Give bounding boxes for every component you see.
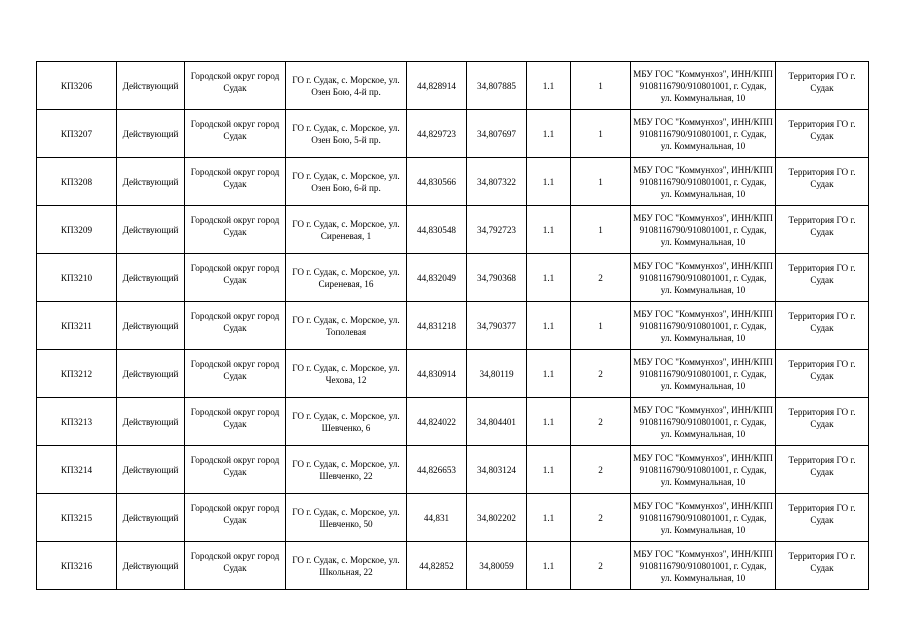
district-cell: Городской округ город Судак <box>185 110 286 158</box>
owner-cell: МБУ ГОС "Коммунхоз", ИНН/КПП 9108116790/910801001, г. Судак, ул. Коммунальная, 10 <box>631 542 776 590</box>
latitude-cell: 44,832049 <box>407 254 467 302</box>
longitude-cell: 34,80119 <box>467 350 527 398</box>
status-cell: Действующий <box>117 350 185 398</box>
district-cell: Городской округ город Судак <box>185 350 286 398</box>
status-cell: Действующий <box>117 446 185 494</box>
latitude-cell: 44,828914 <box>407 62 467 110</box>
address-cell: ГО г. Судак, с. Морское, ул. Озен Бою, 4-й пр. <box>286 62 407 110</box>
point-code-cell: КП3216 <box>37 542 117 590</box>
table-row <box>37 398 869 446</box>
owner-cell: МБУ ГОС "Коммунхоз", ИНН/КПП 9108116790/910801001, г. Судак, ул. Коммунальная, 10 <box>631 398 776 446</box>
longitude-cell: 34,807885 <box>467 62 527 110</box>
longitude-cell: 34,80059 <box>467 542 527 590</box>
owner-cell: МБУ ГОС "Коммунхоз", ИНН/КПП 9108116790/910801001, г. Судак, ул. Коммунальная, 10 <box>631 158 776 206</box>
container-count-cell: 1 <box>571 158 631 206</box>
district-cell: Городской округ город Судак <box>185 158 286 206</box>
container-count-cell: 1 <box>571 110 631 158</box>
container-count-cell: 1 <box>571 206 631 254</box>
district-cell: Городской округ город Судак <box>185 62 286 110</box>
container-count-cell: 2 <box>571 542 631 590</box>
territory-cell: Территория ГО г. Судак <box>776 302 869 350</box>
container-count-cell: 2 <box>571 350 631 398</box>
territory-cell: Территория ГО г. Судак <box>776 62 869 110</box>
status-cell: Действующий <box>117 542 185 590</box>
latitude-cell: 44,831218 <box>407 302 467 350</box>
status-cell: Действующий <box>117 158 185 206</box>
longitude-cell: 34,792723 <box>467 206 527 254</box>
territory-cell: Территория ГО г. Судак <box>776 542 869 590</box>
longitude-cell: 34,790377 <box>467 302 527 350</box>
longitude-cell: 34,802202 <box>467 494 527 542</box>
longitude-cell: 34,803124 <box>467 446 527 494</box>
address-cell: ГО г. Судак, с. Морское, ул. Шевченко, 6 <box>286 398 407 446</box>
territory-cell: Территория ГО г. Судак <box>776 254 869 302</box>
district-cell: Городской округ город Судак <box>185 494 286 542</box>
collection-points-table <box>36 61 869 590</box>
owner-cell: МБУ ГОС "Коммунхоз", ИНН/КПП 9108116790/910801001, г. Судак, ул. Коммунальная, 10 <box>631 494 776 542</box>
table-row <box>37 110 869 158</box>
point-code-cell: КП3212 <box>37 350 117 398</box>
point-code-cell: КП3207 <box>37 110 117 158</box>
longitude-cell: 34,790368 <box>467 254 527 302</box>
container-count-cell: 2 <box>571 494 631 542</box>
latitude-cell: 44,830914 <box>407 350 467 398</box>
longitude-cell: 34,804401 <box>467 398 527 446</box>
owner-cell: МБУ ГОС "Коммунхоз", ИНН/КПП 9108116790/910801001, г. Судак, ул. Коммунальная, 10 <box>631 302 776 350</box>
type-cell: 1.1 <box>527 158 571 206</box>
table-row <box>37 350 869 398</box>
owner-cell: МБУ ГОС "Коммунхоз", ИНН/КПП 9108116790/910801001, г. Судак, ул. Коммунальная, 10 <box>631 350 776 398</box>
district-cell: Городской округ город Судак <box>185 254 286 302</box>
type-cell: 1.1 <box>527 110 571 158</box>
owner-cell: МБУ ГОС "Коммунхоз", ИНН/КПП 9108116790/910801001, г. Судак, ул. Коммунальная, 10 <box>631 254 776 302</box>
type-cell: 1.1 <box>527 494 571 542</box>
type-cell: 1.1 <box>527 542 571 590</box>
container-count-cell: 2 <box>571 254 631 302</box>
owner-cell: МБУ ГОС "Коммунхоз", ИНН/КПП 9108116790/910801001, г. Судак, ул. Коммунальная, 10 <box>631 206 776 254</box>
table-body <box>37 62 869 590</box>
table-row <box>37 158 869 206</box>
status-cell: Действующий <box>117 62 185 110</box>
latitude-cell: 44,830548 <box>407 206 467 254</box>
point-code-cell: КП3206 <box>37 62 117 110</box>
point-code-cell: КП3210 <box>37 254 117 302</box>
table-row <box>37 542 869 590</box>
address-cell: ГО г. Судак, с. Морское, ул. Сиреневая, 1 <box>286 206 407 254</box>
type-cell: 1.1 <box>527 254 571 302</box>
address-cell: ГО г. Судак, с. Морское, ул. Сиреневая, 16 <box>286 254 407 302</box>
territory-cell: Территория ГО г. Судак <box>776 206 869 254</box>
latitude-cell: 44,826653 <box>407 446 467 494</box>
latitude-cell: 44,830566 <box>407 158 467 206</box>
table-row <box>37 446 869 494</box>
latitude-cell: 44,831 <box>407 494 467 542</box>
territory-cell: Территория ГО г. Судак <box>776 110 869 158</box>
type-cell: 1.1 <box>527 62 571 110</box>
territory-cell: Территория ГО г. Судак <box>776 446 869 494</box>
container-count-cell: 2 <box>571 446 631 494</box>
address-cell: ГО г. Судак, с. Морское, ул. Озен Бою, 5-й пр. <box>286 110 407 158</box>
point-code-cell: КП3214 <box>37 446 117 494</box>
type-cell: 1.1 <box>527 446 571 494</box>
container-count-cell: 1 <box>571 62 631 110</box>
type-cell: 1.1 <box>527 206 571 254</box>
table-row <box>37 302 869 350</box>
point-code-cell: КП3213 <box>37 398 117 446</box>
status-cell: Действующий <box>117 398 185 446</box>
territory-cell: Территория ГО г. Судак <box>776 494 869 542</box>
address-cell: ГО г. Судак, с. Морское, ул. Шевченко, 50 <box>286 494 407 542</box>
address-cell: ГО г. Судак, с. Морское, ул. Тополевая <box>286 302 407 350</box>
owner-cell: МБУ ГОС "Коммунхоз", ИНН/КПП 9108116790/910801001, г. Судак, ул. Коммунальная, 10 <box>631 62 776 110</box>
point-code-cell: КП3215 <box>37 494 117 542</box>
address-cell: ГО г. Судак, с. Морское, ул. Шевченко, 22 <box>286 446 407 494</box>
territory-cell: Территория ГО г. Судак <box>776 158 869 206</box>
address-cell: ГО г. Судак, с. Морское, ул. Школьная, 22 <box>286 542 407 590</box>
table-row <box>37 206 869 254</box>
owner-cell: МБУ ГОС "Коммунхоз", ИНН/КПП 9108116790/910801001, г. Судак, ул. Коммунальная, 10 <box>631 446 776 494</box>
owner-cell: МБУ ГОС "Коммунхоз", ИНН/КПП 9108116790/910801001, г. Судак, ул. Коммунальная, 10 <box>631 110 776 158</box>
type-cell: 1.1 <box>527 398 571 446</box>
latitude-cell: 44,824022 <box>407 398 467 446</box>
point-code-cell: КП3211 <box>37 302 117 350</box>
latitude-cell: 44,829723 <box>407 110 467 158</box>
territory-cell: Территория ГО г. Судак <box>776 350 869 398</box>
district-cell: Городской округ город Судак <box>185 398 286 446</box>
table-row <box>37 494 869 542</box>
type-cell: 1.1 <box>527 350 571 398</box>
territory-cell: Территория ГО г. Судак <box>776 398 869 446</box>
longitude-cell: 34,807697 <box>467 110 527 158</box>
district-cell: Городской округ город Судак <box>185 542 286 590</box>
status-cell: Действующий <box>117 494 185 542</box>
district-cell: Городской округ город Судак <box>185 446 286 494</box>
district-cell: Городской округ город Судак <box>185 206 286 254</box>
latitude-cell: 44,82852 <box>407 542 467 590</box>
district-cell: Городской округ город Судак <box>185 302 286 350</box>
longitude-cell: 34,807322 <box>467 158 527 206</box>
point-code-cell: КП3209 <box>37 206 117 254</box>
status-cell: Действующий <box>117 302 185 350</box>
status-cell: Действующий <box>117 206 185 254</box>
point-code-cell: КП3208 <box>37 158 117 206</box>
table-row <box>37 62 869 110</box>
table-row <box>37 254 869 302</box>
type-cell: 1.1 <box>527 302 571 350</box>
container-count-cell: 1 <box>571 302 631 350</box>
status-cell: Действующий <box>117 254 185 302</box>
status-cell: Действующий <box>117 110 185 158</box>
container-count-cell: 2 <box>571 398 631 446</box>
address-cell: ГО г. Судак, с. Морское, ул. Озен Бою, 6-й пр. <box>286 158 407 206</box>
address-cell: ГО г. Судак, с. Морское, ул. Чехова, 12 <box>286 350 407 398</box>
